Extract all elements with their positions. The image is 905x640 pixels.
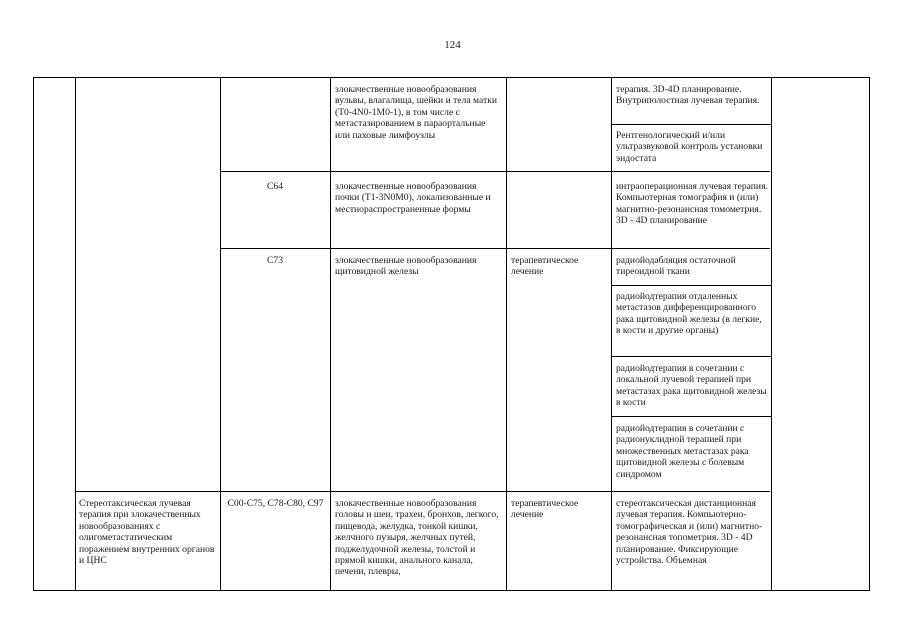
row-line <box>611 356 771 357</box>
method-cell: радиойодабляция остаточной тиреоидной ткани <box>616 255 736 278</box>
therapy-cell: терапевтическое лечение <box>511 255 579 278</box>
diagnosis-cell: злокачественные новообразования головы и шеи, трахеи, бронхов, легкого, пищевода, желудка, тонкой кишки, желчного пузыря, желчных путей, поджелудочной железы, толстой и прямой кишки, анального канала, печени, плевры, <box>335 498 499 578</box>
method-cell: терапия. 3D-4D планирование. Внутриполостная лучевая терапия. <box>616 84 760 107</box>
code-cell: C64 <box>267 181 283 192</box>
column-line <box>330 78 331 590</box>
procedure-name-cell: Стереотаксическая лучевая терапия при злокачественных новообразованиях с олигометастатическим поражением внутренних органов и ЦНС <box>79 498 215 567</box>
medical-procedures-table <box>33 77 870 591</box>
diagnosis-cell: злокачественные новообразования вульвы, влагалища, шейки и тела матки (T0-4N0-1M0-1), в том числе с метастазированием в параортальные или паховые лимфоузлы <box>335 84 498 141</box>
diagnosis-cell: злокачественные новообразования почки (T1-3N0M0), локализованные и местнораспространенные формы <box>335 181 491 215</box>
column-line <box>771 78 772 590</box>
page-number: 124 <box>444 39 461 51</box>
row-line <box>611 124 771 125</box>
method-cell: Рентгенологический и/или ультразвуковой контроль установки эндостата <box>616 130 763 164</box>
method-cell: стереотаксическая дистанционная лучевая терапия. Компьютерно-томографическая и (или) магнитно-резонансная топометрия. 3D - 4D планирование. Фиксирующие устройства. Объемная <box>616 498 763 567</box>
method-cell: радиойодтерапия в сочетании с локальной лучевой терапией при метастазах рака щитовидной железы в кости <box>616 363 767 409</box>
column-line <box>611 78 612 590</box>
method-cell: радиойодтерапия в сочетании с радионуклидной терапией при множественных метастазах рака щитовидной железы с болевым синдромом <box>616 423 749 480</box>
code-cell: C00-C75, C78-C80, C97 <box>227 498 324 509</box>
therapy-cell: терапевтическое лечение <box>511 498 579 521</box>
row-line <box>220 248 770 249</box>
row-line <box>220 171 770 172</box>
column-line <box>220 78 221 590</box>
code-cell: C73 <box>267 255 283 266</box>
row-line <box>611 285 771 286</box>
column-line <box>506 78 507 590</box>
diagnosis-cell: злокачественные новообразования щитовидной железы <box>335 255 477 278</box>
method-cell: радиойодтерапия отдаленных метастазов дифференцированного рака щитовидной железы (в легкие, в кости и другие органы) <box>616 291 762 337</box>
method-cell: интраоперационная лучевая терапия. Компьютерная томография и (или) магнитно-резонансная томометрия. 3D - 4D планирование <box>616 181 768 227</box>
row-line <box>611 416 771 417</box>
row-line <box>75 491 770 492</box>
column-line <box>75 78 76 590</box>
